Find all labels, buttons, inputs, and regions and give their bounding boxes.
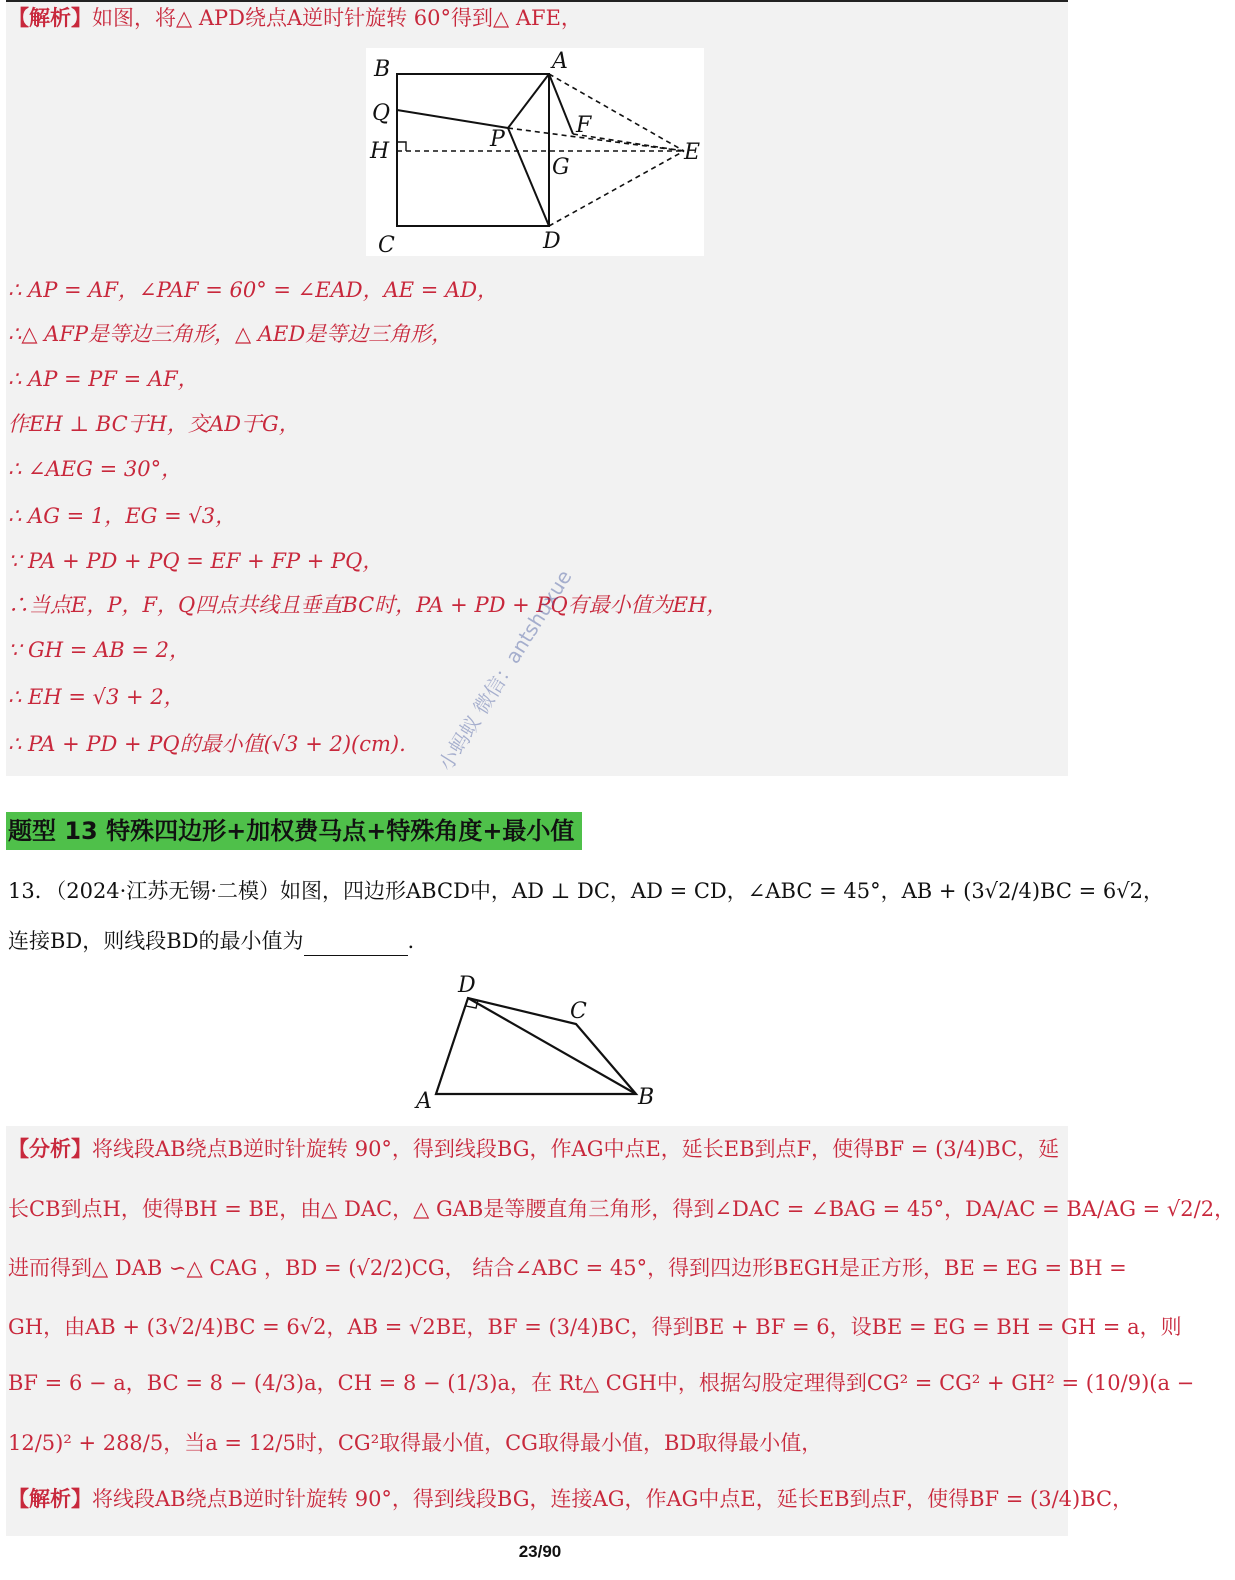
question-prompt: 连接BD，则线段BD的最小值为 [8,929,304,953]
solution-line-7: ∵ PA + PD + PQ = EF + FP + PQ， [8,549,384,573]
solution-line-11: ∴ PA + PD + PQ的最小值(√3 + 2)(cm). [8,732,406,756]
label-q: Q [372,101,391,126]
watermark: 小蚂蚁 微信：antshuxue [433,565,577,775]
solution-line-2: ∴△ AFP是等边三角形，△ AED是等边三角形， [8,322,453,346]
solution-tag: 【解析】 [8,5,92,30]
solution-intro-line [8,4,582,32]
figure-square-rotation [366,48,704,256]
analysis-tag-2: 【解析】 [8,1486,92,1511]
label-a: A [552,49,568,74]
analysis-line-4: GH，由AB + (3√2/4)BC = 6√2，AB = √2BE，BF = (3/4)BC，得到BE + BF = 6，设BE = EG = BH = GH = a，则 [8,1315,1182,1339]
solution-line-5: ∴ ∠AEG = 30°， [8,457,183,481]
analysis-line-1 [8,1134,1059,1164]
solution-line-9: ∵ GH = AB = 2， [8,638,190,662]
label-a2: A [416,1089,432,1114]
label-f: F [576,113,592,138]
analysis-line-3: 进而得到△ DAB ∽△ CAG ，BD = (√2/2)CG， 结合∠ABC = 45°，得到四边形BEGH是正方形，BE = EG = BH = [8,1256,1127,1280]
analysis-line-5: BF = 6 − a，BC = 8 − (4/3)a，CH = 8 − (1/3)a，在 Rt△ CGH中，根据勾股定理得到CG² = CG² + GH² = (10/9)(a − [8,1371,1195,1395]
question-line-1: 13．（2024·江苏无锡·二模）如图，四边形ABCD中，AD ⊥ DC，AD = CD，∠ABC = 45°，AB + (3√2/4)BC = 6√2， [8,879,1164,903]
answer-blank[interactable] [304,933,408,956]
solution-line-3: ∴ AP = PF = AF， [8,367,199,391]
figure-2-svg [408,970,664,1114]
figure-1-svg [366,48,704,256]
right-angle-h [397,142,406,151]
question-end: . [407,929,415,953]
analysis-tag: 【分析】 [8,1136,92,1161]
solution-line-4: 作EH ⊥ BC于H，交AD于G， [8,412,300,436]
analysis-line-7 [8,1484,1133,1514]
solution-line-1: ∴ AP = AF，∠PAF = 60° = ∠EAD，AE = AD， [8,278,499,302]
diagonal-bd [468,998,636,1094]
analysis-line-2: 长CB到点H，使得BH = BE，由△ DAC，△ GAB是等腰直角三角形，得到∠DAC = ∠BAG = 45°，DA/AC = BA/AG = √2/2， [8,1197,1235,1221]
segment-pa [508,74,549,128]
label-g: G [552,155,570,180]
label-b: B [374,57,391,82]
label-p: P [490,127,505,152]
solution-line-6: ∴ AG = 1，EG = √3， [8,504,237,528]
label-c2: C [570,999,587,1024]
page-number: 23/90 [518,1542,562,1561]
label-e: E [684,140,701,165]
section-title: 题型 13 特殊四边形+加权费马点+特殊角度+最小值 [6,812,582,850]
question-line-2 [8,926,414,956]
segment-qp [397,110,508,128]
solution-line-10: ∴ EH = √3 + 2， [8,685,185,709]
segment-af [549,74,573,134]
label-d: D [543,229,561,254]
segment-pd [508,128,549,226]
label-b2: B [638,1085,655,1110]
label-d2: D [458,973,476,998]
dashed-ae [549,74,684,151]
analysis-text-1: 将线段AB绕点B逆时针旋转 90°，得到线段BG，作AG中点E，延长EB到点F，使得BF = (3/4)BC，延 [92,1137,1060,1161]
analysis-text-final: 将线段AB绕点B逆时针旋转 90°，得到线段BG，连接AG，作AG中点E，延长EB到点F，使得BF = (3/4)BC， [92,1487,1134,1511]
label-c: C [378,233,395,258]
analysis-line-6: 12/5)² + 288/5，当a = 12/5时，CG²取得最小值，CG取得最小值，BD取得最小值， [8,1431,823,1455]
solution-intro: 如图，将△ APD绕点A逆时针旋转 60°得到△ AFE， [92,6,582,30]
label-h: H [370,139,390,164]
solution-line-8: ∴当点E，P，F，Q四点共线且垂直BC时，PA + PD + PQ有最小值为EH， [8,593,728,617]
square-abcd [397,74,549,226]
quadrilateral-abcd [436,998,636,1094]
figure-quadrilateral [408,970,664,1114]
